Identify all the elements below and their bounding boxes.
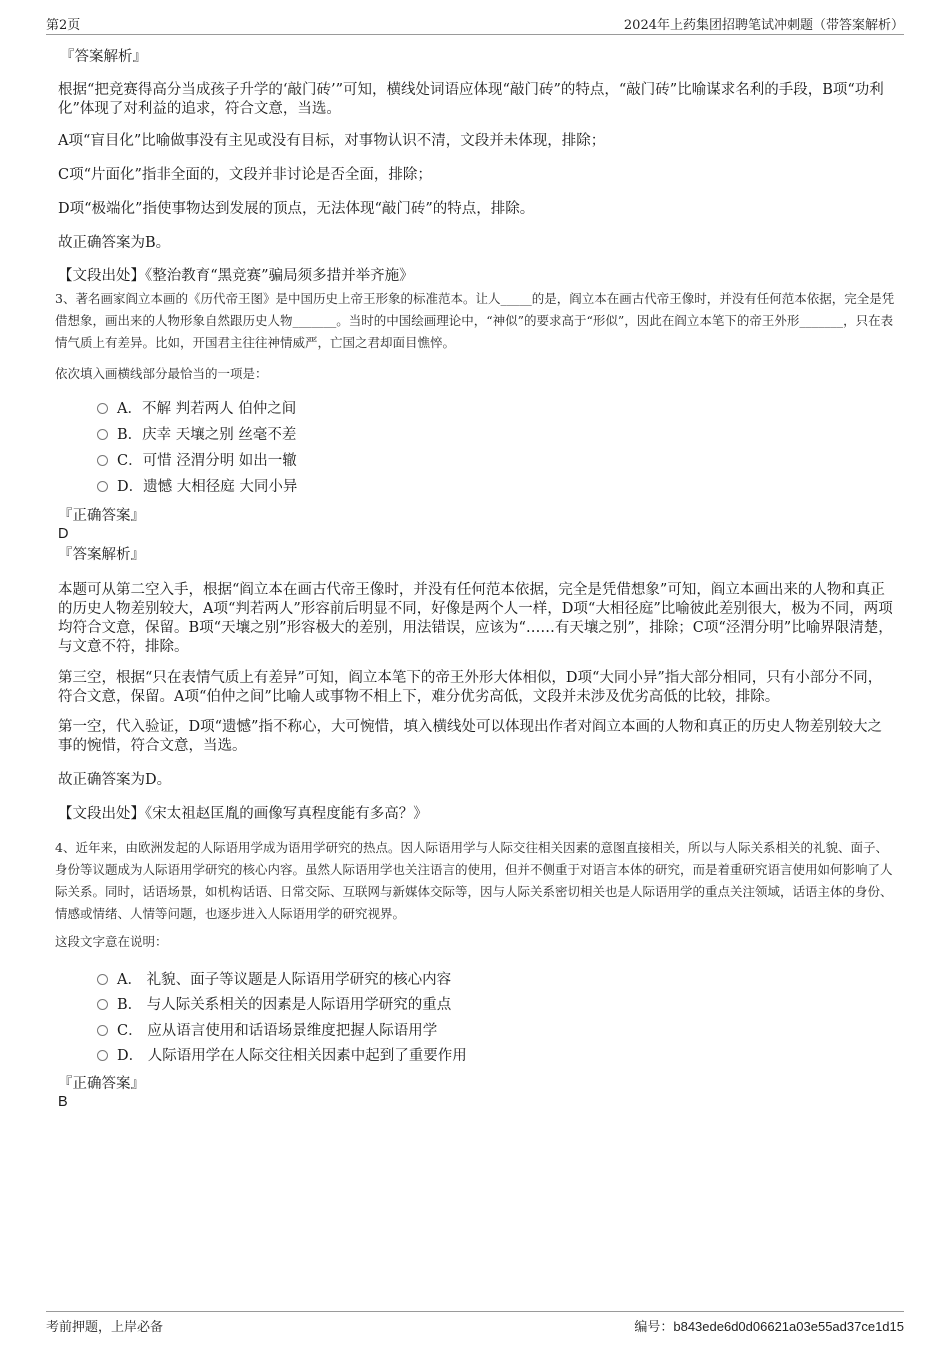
- option-label: C． 应从语言使用和话语场景维度把握人际语用学: [117, 1023, 438, 1039]
- option-label: B．庆幸 天壤之别 丝毫不差: [117, 427, 297, 443]
- radio-button[interactable]: [97, 999, 108, 1010]
- q4-option-c[interactable]: [97, 1021, 437, 1041]
- q3-conclusion: 故正确答案为D。: [58, 772, 172, 788]
- q4-option-b[interactable]: [97, 995, 451, 1015]
- q2-analysis-label: 『答案解析』: [60, 49, 147, 65]
- radio-button[interactable]: [97, 1025, 108, 1036]
- document-code: [634, 1316, 904, 1335]
- option-label: D．遗憾 大相径庭 大同小异: [117, 479, 298, 495]
- code-value: b843ede6d0d06621a03e55ad37ce1d15: [673, 1319, 904, 1334]
- q2-analysis-para1: 根据“把竞赛得高分当成孩子升学的‘敲门砖’”可知，横线处词语应体现“敲门砖”的特点，“敲门砖”比喻谋求名利的手段，B项“功利化”体现了对利益的追求，符合文意，当选。: [58, 82, 884, 117]
- q3-option-d[interactable]: [97, 477, 297, 497]
- option-label: C．可惜 泾渭分明 如出一辙: [117, 453, 297, 469]
- q4-option-a[interactable]: [97, 970, 451, 990]
- radio-button[interactable]: [97, 974, 108, 985]
- q3-option-a[interactable]: [97, 399, 296, 419]
- q3-analysis-para2: 第三空，根据“只在表情气质上有差异”可知，阎立本笔下的帝王外形大体相似，D项“大同小异”指大部分相同，只有小部分不同，符合文意，保留。A项“伯仲之间”比喻人或事物不相上下，难分优劣高低，文段并未涉及优劣高低的比较，排除。: [58, 670, 883, 705]
- radio-button[interactable]: [97, 403, 108, 414]
- q3-option-b[interactable]: [97, 425, 296, 445]
- q2-source: 【文段出处】《整治教育“黑竞赛”骗局须多措并举齐施》: [58, 268, 414, 284]
- page-number: 第2页: [46, 18, 81, 33]
- page-footer: [46, 1311, 904, 1336]
- radio-button[interactable]: [97, 429, 108, 440]
- q4-stem: 4、近年来，由欧洲发起的人际语用学成为语用学研究的热点。因人际语用学与人际交往相关因素的意图直接相关，所以与人际关系相关的礼貌、面子、身份等议题成为人际语用学研究的核心内容。虽然人际语用学也关注语言的使用，但并不侧重于对语言本体的研究，而是着重研究语言使用如何影响了人际关系。同时，话语场景，如机构话语、日常交际、互联网与新媒体交际等，因与人际关系密切相关也是人际语用学的重点关注领域，话语主体的身份、情感或情绪、人情等问题，也逐步进入人际语用学的研究视界。: [55, 840, 893, 921]
- q4-answer: B: [58, 1094, 68, 1110]
- footer-slogan: 考前押题，上岸必备: [46, 1320, 164, 1335]
- document-title: 2024年上药集团招聘笔试冲刺题（带答案解析）: [623, 18, 904, 33]
- q3-answer-label: 『正确答案』: [58, 508, 145, 524]
- q3-analysis-para3: 第一空，代入验证，D项“遗憾”指不称心，大可惋惜，填入横线处可以体现出作者对阎立本画的人物和真正的历史人物差别较大之事的惋惜，符合文意，当选。: [58, 719, 882, 754]
- q2-analysis-para2: A项“盲目化”比喻做事没有主见或没有目标，对事物认识不清，文段并未体现，排除；: [58, 133, 606, 149]
- option-label: D． 人际语用学在人际交往相关因素中起到了重要作用: [117, 1048, 467, 1064]
- option-label: B． 与人际关系相关的因素是人际语用学研究的重点: [117, 997, 452, 1013]
- q4-answer-label: 『正确答案』: [58, 1076, 145, 1092]
- radio-button[interactable]: [97, 1050, 108, 1061]
- q3-source: 【文段出处】《宋太祖赵匡胤的画像写真程度能有多高？》: [58, 806, 428, 822]
- q3-answer: D: [58, 526, 69, 542]
- q2-analysis-para3: C项“片面化”指非全面的，文段并非讨论是否全面，排除；: [58, 167, 432, 183]
- radio-button[interactable]: [97, 455, 108, 466]
- q3-prompt: 依次填入画横线部分最恰当的一项是：: [55, 366, 268, 381]
- code-label: 编号：: [634, 1320, 674, 1335]
- page-header: [46, 14, 904, 35]
- q4-prompt: 这段文字意在说明：: [55, 934, 168, 949]
- option-label: A． 礼貌、面子等议题是人际语用学研究的核心内容: [117, 972, 452, 988]
- q2-analysis-para4: D项“极端化”指使事物达到发展的顶点，无法体现“敲门砖”的特点，排除。: [58, 201, 535, 217]
- q3-analysis-para1: 本题可从第二空入手，根据“阎立本在画古代帝王像时，并没有任何范本依据，完全是凭借想象”可知，阎立本画出来的人物和真正的历史人物差别较大，A项“判若两人”形容前后明显不同，好像是两个人一样，D项“大相径庭”比喻彼此差别很大，极为不同，两项均符合文意，保留。B项“天壤之别”形容极大的差别，用法错误，应该为“……有天壤之别”，排除；C项“泾渭分明”比喻界限清楚，与文意不符，排除。: [58, 582, 893, 655]
- q4-option-d[interactable]: [97, 1046, 467, 1066]
- radio-button[interactable]: [97, 481, 108, 492]
- q3-stem: 3、著名画家阎立本画的《历代帝王图》是中国历史上帝王形象的标准范本。让人_____的是，阎立本在画古代帝王像时，并没有任何范本依据，完全是凭借想象，画出来的人物形象自然跟历史人物_______。当时的中国绘画理论中，“神似”的要求高于“形似”，因此在阎立本笔下的帝王外形_______，只在表情气质上有差异。比如，开国君主往往神情威严，亡国之君却面目憔悴。: [55, 291, 895, 350]
- q2-conclusion: 故正确答案为B。: [58, 235, 171, 251]
- option-label: A．不解 判若两人 伯仲之间: [117, 401, 297, 417]
- q3-option-c[interactable]: [97, 451, 297, 471]
- q3-analysis-label: 『答案解析』: [58, 547, 145, 563]
